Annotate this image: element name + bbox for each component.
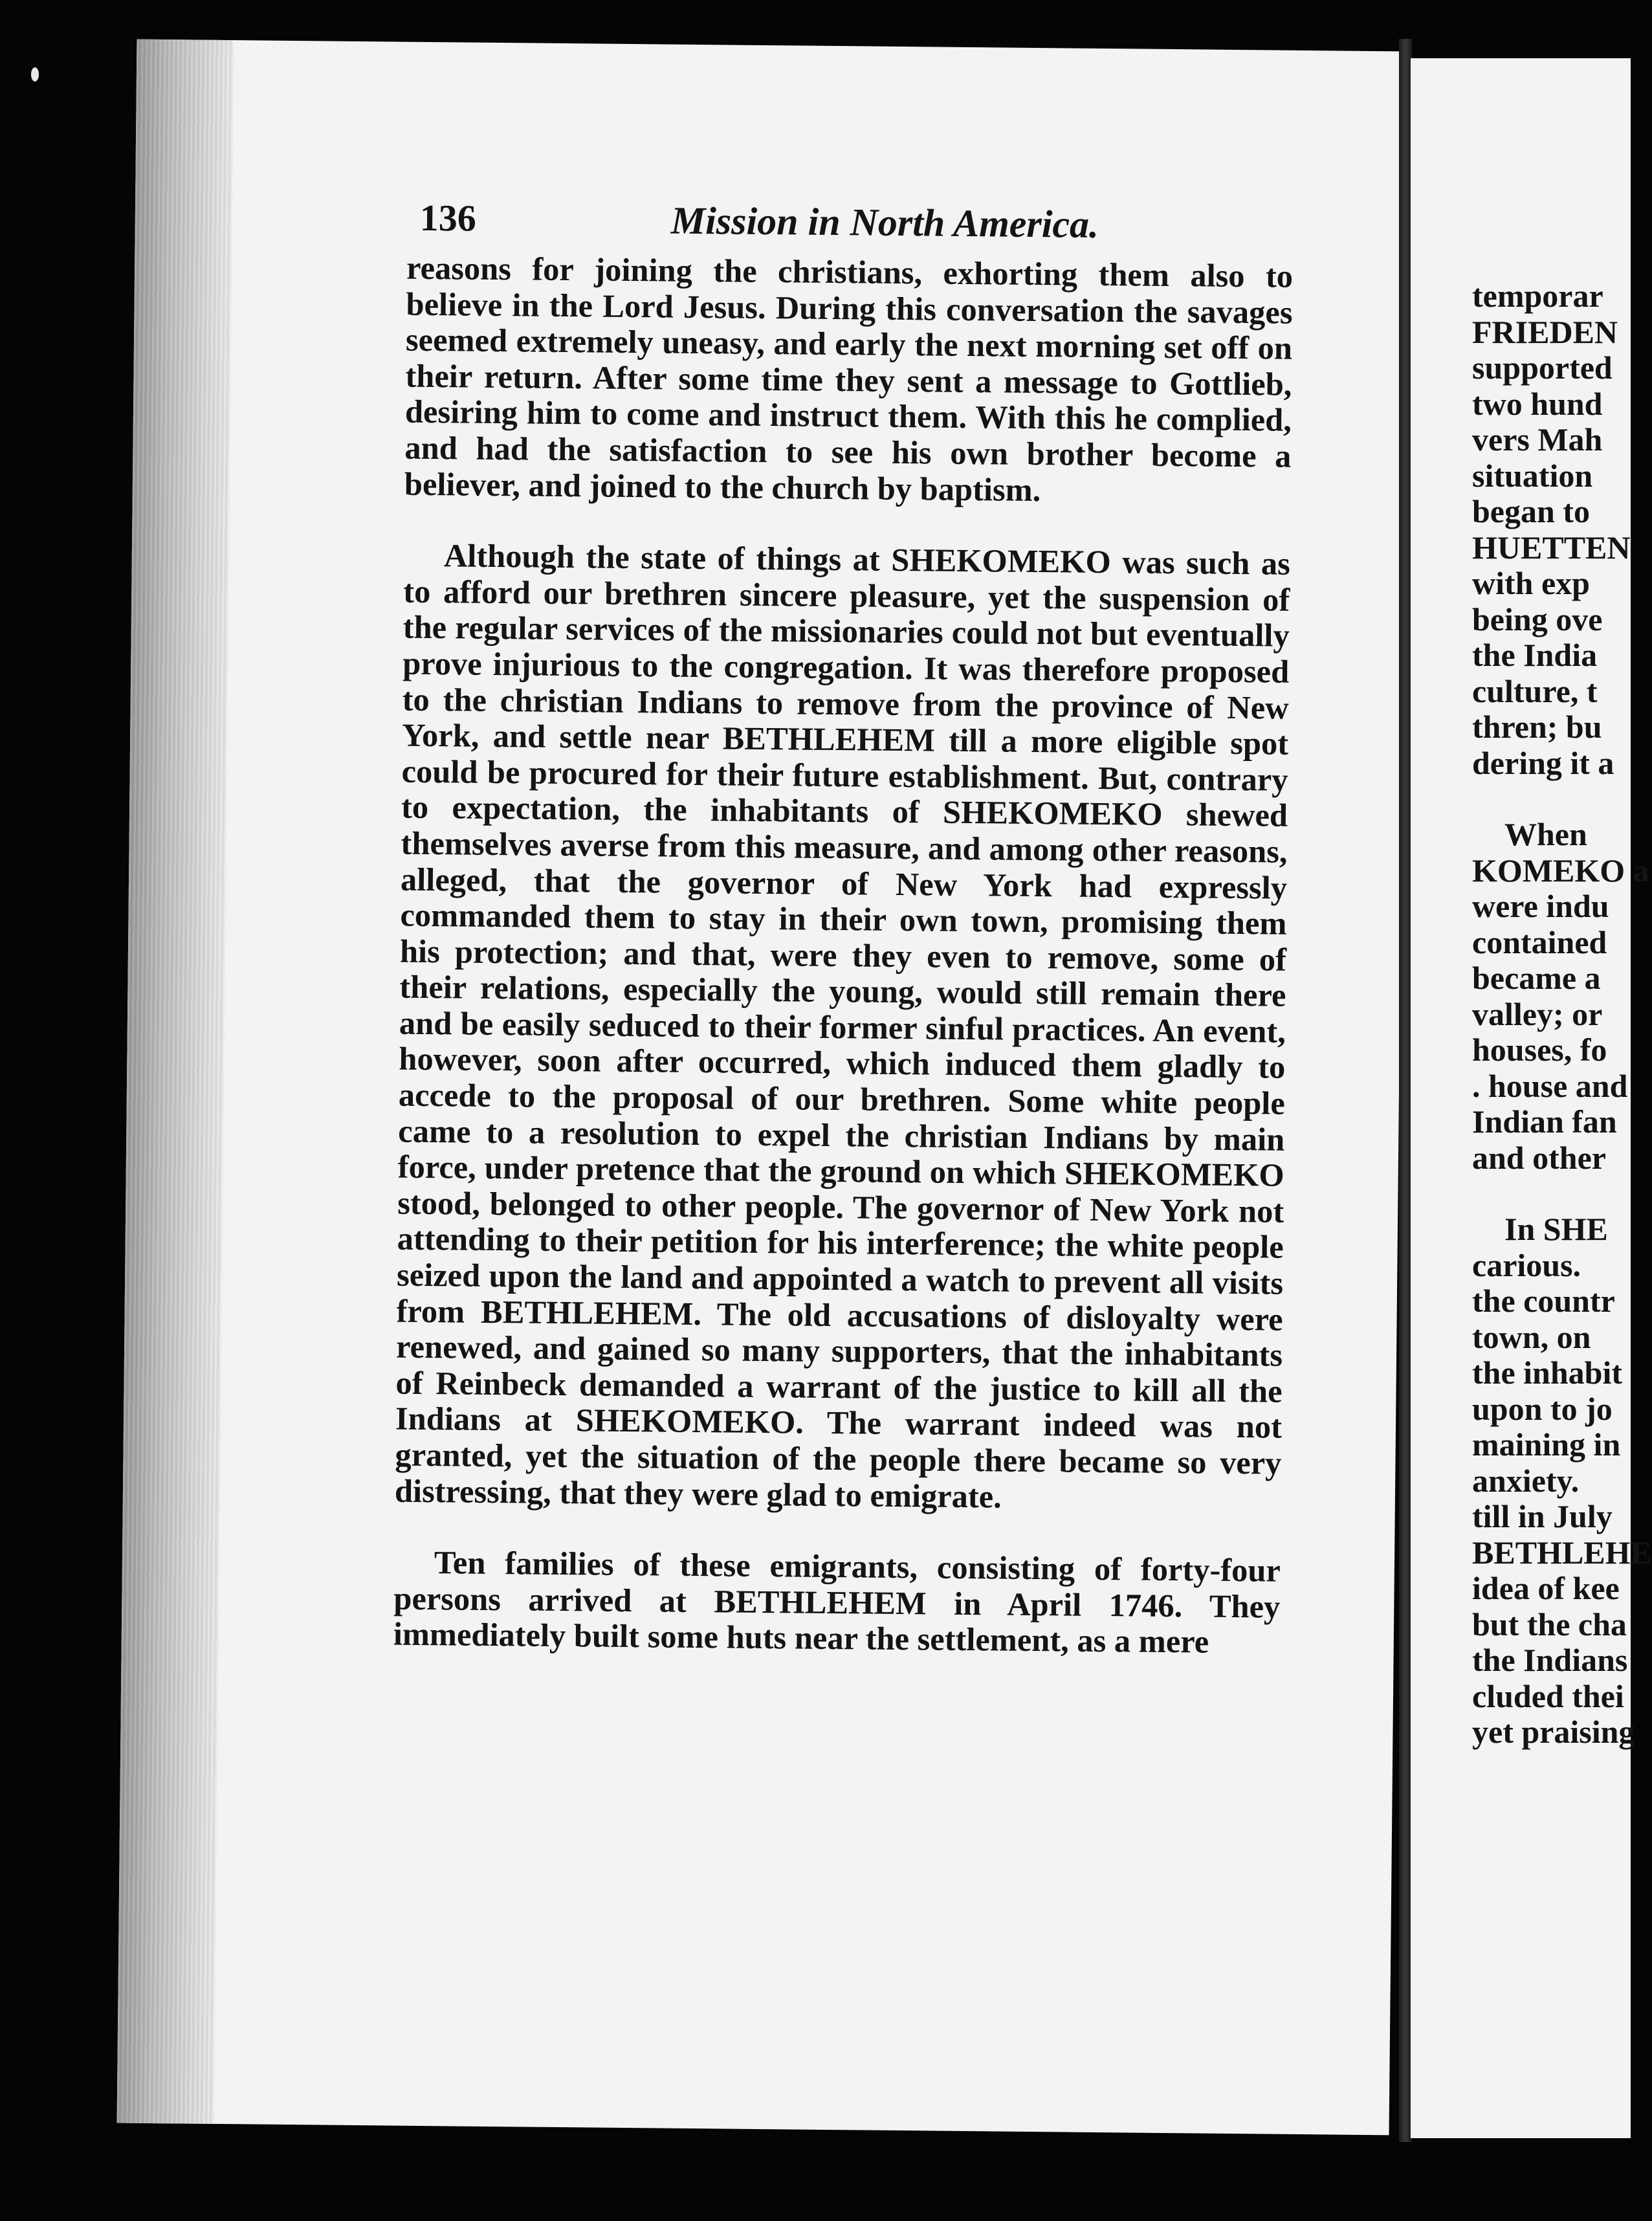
right-page-line: carious.	[1472, 1246, 1581, 1283]
right-page-fragment	[1411, 58, 1652, 2138]
book-gutter	[1399, 39, 1412, 2142]
right-page-line: KOMEKO a	[1472, 852, 1649, 889]
right-page-line: situation	[1472, 457, 1593, 494]
left-page	[117, 39, 1409, 2136]
body-text	[393, 250, 1294, 1661]
paragraph-gap	[1472, 1176, 1640, 1211]
right-page-line: the Indians	[1472, 1642, 1628, 1678]
right-page-line: FRIEDEN	[1472, 313, 1618, 350]
right-page-line: began to	[1472, 493, 1590, 529]
right-page-line: When	[1504, 816, 1587, 852]
right-page-line: the inhabit	[1472, 1354, 1623, 1391]
right-page-line: Indian fan	[1472, 1103, 1617, 1140]
right-page-line: became a	[1472, 960, 1601, 996]
right-page-line: two hund	[1472, 385, 1603, 422]
right-page-line: being ove	[1472, 601, 1603, 637]
right-page-line: supported	[1472, 349, 1613, 386]
right-page-line: town, on	[1472, 1318, 1591, 1355]
right-page-line: thren; bu	[1472, 709, 1602, 745]
right-page-line: idea of kee	[1472, 1570, 1620, 1606]
right-page-line: anxiety.	[1472, 1462, 1580, 1499]
page-number: 136	[419, 196, 477, 239]
right-page-line: In SHE	[1504, 1211, 1608, 1247]
right-page-line: cluded thei	[1472, 1677, 1624, 1714]
right-page-line: contained	[1472, 923, 1607, 960]
right-page-line: houses, fo	[1472, 1032, 1607, 1068]
right-page-line: and other	[1472, 1139, 1606, 1176]
paragraph-continued: reasons for joining the christians, exhorting them also to believe in the Lord Jesus. During this conversation the savages seemed extremely uneasy, and early the next morning set off on their return. After some time they sent a message to Gottlieb, desiring him to come and instruct them. With this he complied, and had the satisfaction to see his own brother become a believer, and joined to the church by baptism.	[404, 249, 1294, 508]
running-title: Mission in North America.	[670, 199, 1099, 246]
paragraph-shekomeko: Although the state of things at SHEKOMEKO was such as to afford our brethren sincere pleasure, yet the suspension of the regular services of the missionaries could not but eventually prove injurious to the congregation. It was therefore proposed to the christian Indians to remove from the province of New York, and settle near BETHLEHEM till a more eligible spot could be procured for their future establishment. But, contrary to expectation, the inhabitants of SHEKOMEKO shewed themselves averse from this measure, and among other reasons, alleged, that the governor of New York had expressly commanded them to stay in their own town, promising them his protection; and that, were they even to remove, some of their relations, especially the young, would still remain there and be easily seduced to their former sinful practices. An event, however, soon after occurred, which induced them gladly to accede to the proposal of our brethren. Some white people came to a resolution to expel the christian Indians by main force, under pretence that the ground on which SHEKOMEKO stood, belonged to other people. The governor of New York not attending to their petition for his interference; the white people seized upon the land and appointed a watch to prevent all visits from BETHLEHEM. The old accusations of disloyalty were renewed, and gained so many supporters, that the inhabitants of Reinbeck demanded a warrant of the justice to kill all the Indians at SHEKOMEKO. The warrant indeed was not granted, yet the situation of the people there became so very distressing, that they were glad to emigrate.	[394, 537, 1291, 1515]
right-page-line: vers Mah	[1472, 421, 1603, 458]
scan-speck	[31, 67, 39, 82]
right-page-line: dering it a	[1472, 744, 1614, 781]
right-page-line: culture, t	[1472, 672, 1598, 709]
right-page-line: but the cha	[1472, 1606, 1627, 1642]
right-page-line: with exp	[1472, 565, 1590, 601]
right-page-line: maining in	[1472, 1426, 1621, 1463]
paragraph-gap	[1472, 781, 1640, 817]
right-page-line: BETHLEHE	[1472, 1534, 1652, 1571]
right-page-lines	[1472, 278, 1652, 1751]
right-page-line: valley; or	[1472, 995, 1603, 1032]
right-page-line: the countr	[1472, 1283, 1615, 1319]
right-page-line: till in July	[1472, 1498, 1613, 1534]
right-page-line: the India	[1472, 637, 1598, 673]
right-page-line: yet praising	[1472, 1714, 1635, 1750]
right-page-line: . house and	[1472, 1067, 1628, 1104]
right-page-line: temporar	[1472, 278, 1603, 314]
paragraph-emigrants: Ten families of these emigrants, consisting of forty-four persons arrived at BETHLEHEM in April 1746. They immediately built some huts near the settlement, as a mere	[393, 1544, 1281, 1661]
right-page-line: upon to jo	[1472, 1390, 1613, 1427]
binding-edge	[117, 39, 234, 2124]
right-page-line: were indu	[1472, 888, 1609, 924]
right-page-line: HUETTEN	[1472, 529, 1631, 566]
